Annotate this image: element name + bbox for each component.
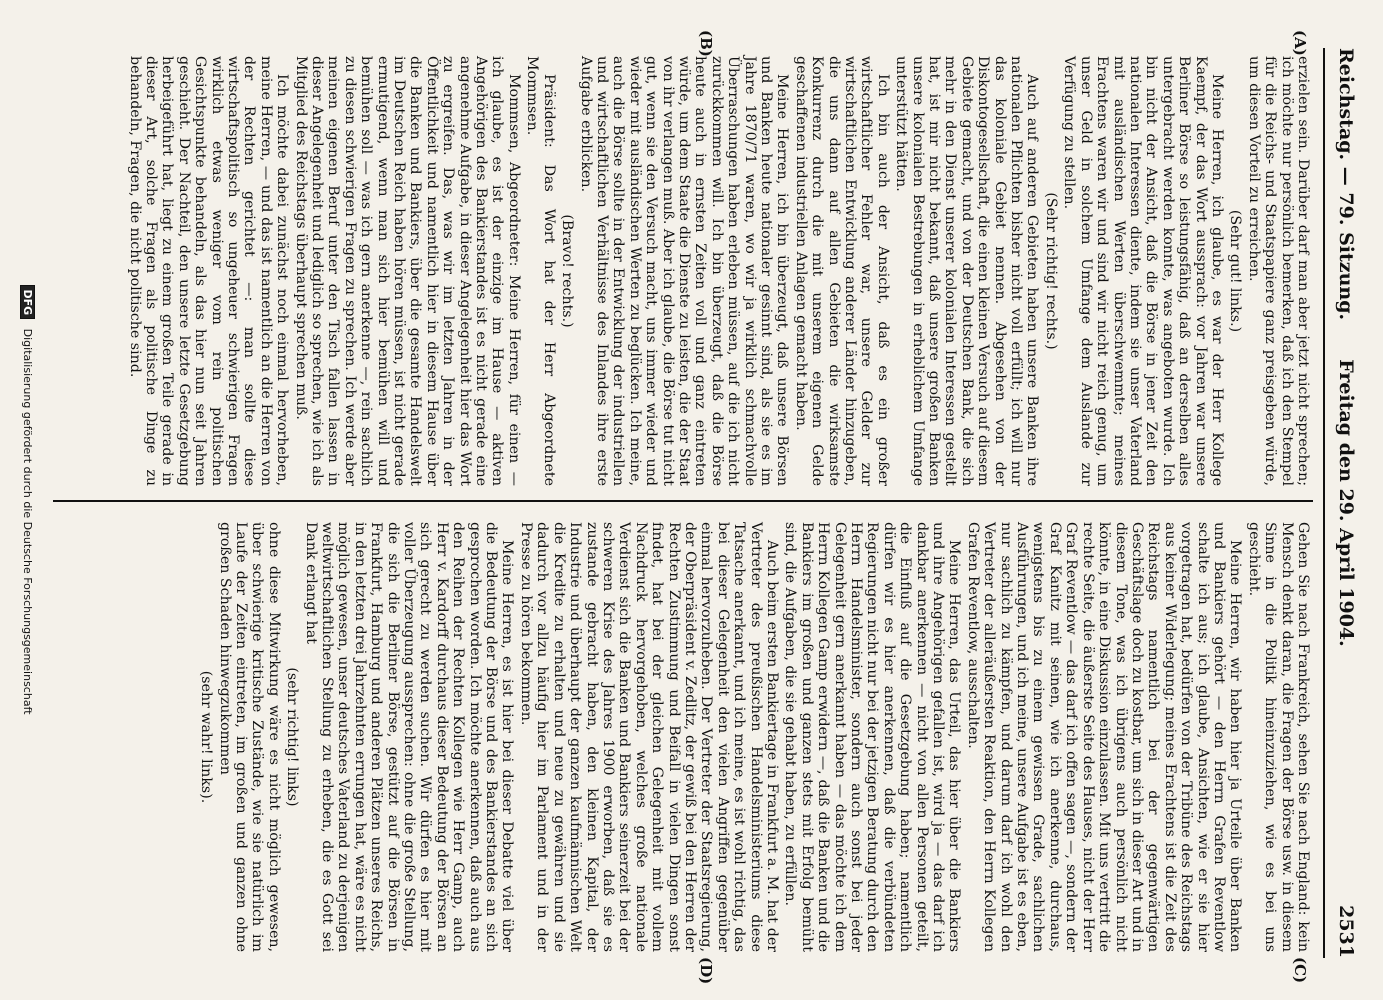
paragraph: Ich bin auch der Ansicht, daß es ein großer wirtschaftlicher Fehler war, unsere Gelder zur wirtschaftlichen Entwicklung anderer Länder hinzugeben, die uns dann auf allen Gebieten die wirksamste Konkurrenz durch die mit unserem eigenen Gelde geschaffenen industriellen Anlagen gemacht haben. — [792, 56, 891, 486]
speech-paragraph: Mommsen, Abgeordneter: Meine Herren, für einen — ich glaube, es ist der einzige im Hause — aktiven Angehörigen des Bankierstandes ist es nicht gerade eine angenehme Aufgabe, in dieser Angelegenheit hier das Wort zu ergreifen. Das, was wir im letzten Jahren in der Öffentlichkeit und namentlich hier in diesem Hause über die Banken und Bankiers, über die gesamte Handelswelt im Deutschen Reich haben hören müssen, ist nicht gerade ermutigend, wenn man sich hier bemühen will und bemühen soll — was ich gern anerkenne —, rein sachlich zu diesen schwierigen Fragen zu sprechen. Ich werde aber meinen eigenen Beruf unter den Tisch fallen lassen in dieser Angelegenheit und lediglich so sprechen, wie ich als Mitglied des Reichstags überhaupt sprechen muß. — [292, 56, 522, 486]
interjection: (Sehr richtig! rechts.) — [1042, 192, 1059, 350]
footer-credit: Digitalisierung gefördert durch die Deutsche Forschungsgemeinschaft — [21, 328, 34, 715]
right-column — [196, 522, 1311, 952]
speaker-paragraph: Präsident: Das Wort hat der Herr Abgeordnete Mommsen. — [524, 56, 557, 486]
paragraph: Meine Herren, ich bin überzeugt, daß unsere Börsen und Banken heute nationaler gesinnt sind, als sie es im Jahre 1870/71 waren, wo wir ja wirklich schmachvolle Überraschungen haben erleben müssen, auf die ich nicht zurückkommen will. Ich bin überzeugt, daß die Börse heute auch in ernsten Zeiten voll und ganz eintreten würde, um dem Staate die Dienste zu leisten, die der Staat von ihr verlangen muß. Aber ich glaube, die Börse tut nicht gut, wenn sie den Versuch macht, uns immer wieder und wieder mit ausländischen Werten zu beglücken. Ich meine, auch die Börse sollte in der Entwicklung der industriellen und wirtschaftlichen Verhältnisse des Inlandes ihre erste Aufgabe erblicken. — [577, 56, 791, 486]
header-date: Freitag den 29. April 1904. — [1335, 359, 1357, 647]
left-column — [124, 56, 1311, 486]
page-number: 2531 — [1335, 905, 1357, 958]
paragraph: Gehen Sie nach Frankreich, sehen Sie nach England: kein Mensch denkt daran, die Fragen der Börse usw. in diesem Sinne in die Politik hineinzuziehen, wie es bei uns geschieht. — [1245, 522, 1311, 952]
marker-d: (D) — [697, 957, 715, 985]
paragraph: Meine Herren, wir haben hier ja Urteile über Banken und Bankiers gehört — den Herrn Grafen Reventlow schalte ich aus; ich glaube, Ansichten, wie er sie hier vorgetragen hat, bedürfen von der Tribüne des Reichstags aus keiner Widerlegung; meines Erachtens ist die Zeit des Reichstags namentlich bei der gegenwärtigen Geschäftslage doch zu kostbar, um sich in dieser Art und in diesem Tone, was ich übrigens auch persönlich nicht könnte, in eine Diskussion einzulassen. Mit uns vertritt die rechte Seite, die äußerste Seite des Hauses, nicht der Herr Graf Reventlow — das darf ich offen sagen —, sondern der Graf Kanitz mit seinen, wie ich anerkenne, durchaus, wenigstens bis zu einem gewissen Grade, sachlichen Ausführungen, und ich meine, unsere Aufgabe ist es eben, nur sachlich zu kämpfen, und darum darf ich wohl den Vertreter der alleräußersten Reaktion, den Herrn Kollegen Grafen Reventlow, ausschalten. — [964, 522, 1244, 952]
paragraph: Meine Herren, ich glaube, es war der Herr Kollege Kaempf, der das Wort aussprach: vor Jahren war unsere Berliner Börse so leistungsfähig, daß an derselben alles untergebracht werden konnte, was angeboten wurde. Ich bin nicht der Ansicht, daß die Börse in jener Zeit den nationalen Interessen diente, indem sie unser Vaterland mit ausländischen Werten überschwemmte; meines Erachtens waren wir und sind wir nicht reich genug, um unser Geld in solchem Umfange dem Auslande zur Verfügung zu stellen. — [1061, 56, 1225, 486]
paragraph: Meine Herren, das Urteil, das hier über die Bankiers und ihre Angehörigen gefallen ist, wird ja — das darf ich dankbar anerkennen — nicht von allen Personen geteilt, die Einfluß auf die Gesetzgebung haben; namentlich dürfen wir es hier anerkennen, daß die verbündeten Regierungen nicht nur bei der jetzigen Beratung durch den Herrn Handelsminister, sondern auch sonst bei jeder Gelegenheit gern anerkannt haben — das möchte ich dem Herrn Kollegen Gamp erwidern —, daß die Banken und die Bankiers im großen und ganzen stets mit Erfolg bemüht sind, die Aufgaben, die sie gehabt haben, zu erfüllen. — [782, 522, 963, 952]
column-divider — [53, 500, 1313, 502]
interjection: (sehr richtig! links) — [284, 667, 301, 807]
interjection: (Bravo! rechts.) — [559, 214, 576, 328]
header-left: Reichstag. — 79. Sitzung. — [1335, 48, 1357, 321]
paragraph: Auch beim ersten Bankiertage in Frankfurt a. M. hat der Vertreter des preußischen Handelsministeriums diese Tatsache anerkannt, und ich meine, es ist wohl richtig, das bei dieser Gelegenheit den vielen Angriffen gegenüber einmal hervorzuheben. Der Vertreter der Staatsregierung, der Oberpräsident v. Zedlitz, der gewiß bei den Herren der Rechten Zustimmung und Beifall in vielen Dingen sonst findet, hat bei der gleichen Gelegenheit mit vollem Nachdruck hervorgehoben, welches große nationale Verdienst sich die Banken und Bankiers seinerzeit bei der schweren Krise des Jahres 1900 erworben, daß sie es zustande gebracht haben, den kleinen Kapital, der Industrie und überhaupt der ganzen kaufmännischen Welt die Kredite zu erhalten und neue zu gewähren und sie dadurch vor allzu häufig hier im Parlament und in der Presse zu hören bekommen. — [517, 522, 780, 952]
page-footer — [20, 0, 35, 1000]
marker-a: (A) — [1291, 30, 1309, 56]
interjection: (sehr wahr! links). — [198, 670, 215, 804]
paragraph: Ich möchte dabei zunächst noch einmal hervorheben, meine Herren, — und das ist namentlich an die Herren von der Rechten gerichtet —: man sollte diese wirtschaftspolitisch so ungeheuer schwierigen Fragen wirklich etwas weniger vom rein politischen Gesichtspunkte behandeln, als das hier nun seit Jahren geschieht. Der Nachteil, den unsere letzte Gesetzgebung herbeigeführt hat, liegt zu einem großen Teile gerade in dieser Art, solche Fragen als politische Dinge zu behandeln, Fragen, die nicht politische sind. — [126, 56, 291, 486]
paragraph: Auch auf anderen Gebieten haben unsere Banken ihre nationalen Pflichten bisher nicht voll erfüllt; ich will nur das koloniale Gebiet nennen. Abgesehen von der Diskontogesellschaft, die einen kleinen Versuch auf diesem Gebiete gemacht, und von der Deutschen Bank, die sich mehr in den Dienst unserer kolonialen Interessen gestellt hat, ist mir nicht bekannt, daß unsere großen Banken unsere kolonialen Bestrebungen in erheblichem Umfange unterstützt hätten. — [893, 56, 1041, 486]
interjection: (Sehr gut! links.) — [1227, 209, 1244, 333]
marker-b: (B) — [697, 30, 715, 57]
marker-c: (C) — [1291, 957, 1309, 984]
page-header — [1331, 48, 1361, 958]
paragraph: erzielen sein. Darüber darf man aber jetzt nicht sprechen; ich möchte nur persönlich bemerken, daß ich den Stempel für die Reichs- und Staatspapiere ganz preisgeben würde, um diesen Vorteil zu erreichen. — [1245, 56, 1311, 486]
dfg-logo: DFG — [20, 285, 35, 319]
paragraph: Meine Herren, es ist hier bei dieser Debatte viel über die Bedeutung der Börse und des Bankierstandes an sich gesprochen worden. Ich möchte anerkennen, daß auch aus den Reihen der Rechten Kollegen wie Herr Gamp, auch Herr v. Kardorff durchaus dieser Bedeutung der Börsen an sich gerecht zu werden suchen. Wir dürfen es hier mit voller Überzeugung aussprechen: ohne die große Stellung, die sich die Berliner Börse, gestützt auf die Börsen in Frankfurt, Hamburg und anderen Plätzen unseres Reichs, in den letzten drei Jahrzehnten errungen hat, wäre es nicht möglich gewesen, unser deutsches Vaterland zu derjenigen weltwirtschaftlichen Stellung zu erheben, die es Gott sei Dank erlangt hat — [302, 522, 516, 952]
header-rule — [1323, 48, 1325, 958]
paragraph: ohne diese Mitwirkung wäre es nicht möglich gewesen, über schwierige kritische Zustände, wie sie natürlich im Laufe der Zeiten eintreten, im großen und ganzen ohne großen Schaden hinwegzukommen — [216, 522, 282, 952]
